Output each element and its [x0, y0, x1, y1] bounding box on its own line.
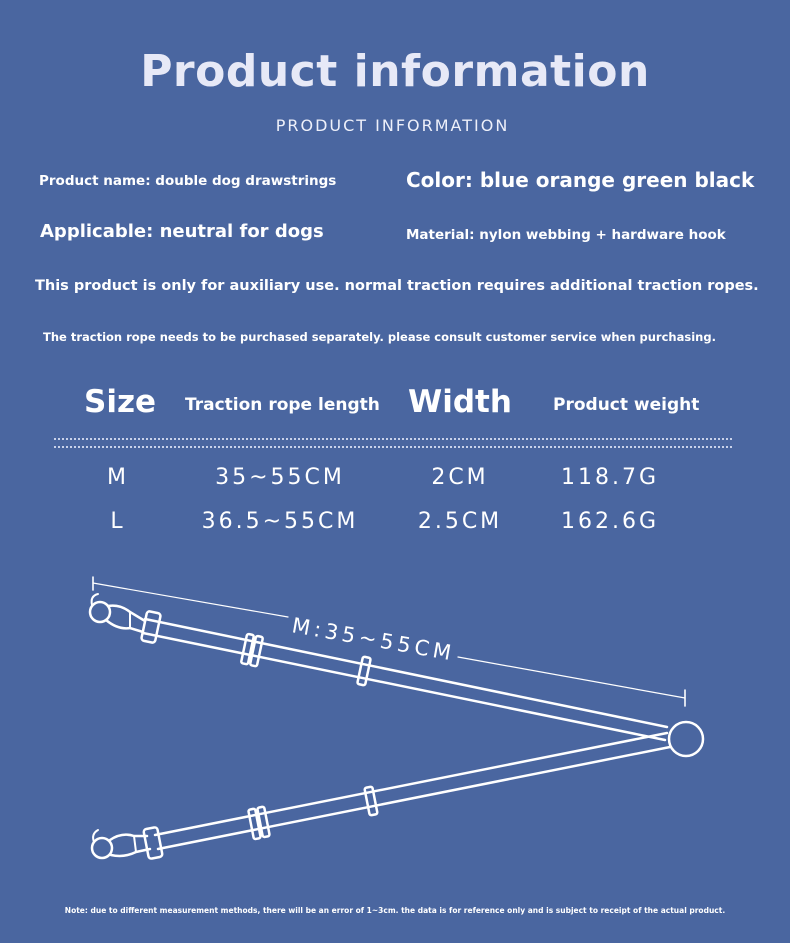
row-m-length: 35~55CM — [215, 465, 345, 490]
dimension-label: M:35~55CM — [290, 613, 457, 666]
row-m-size: M — [107, 465, 129, 490]
header-size: Size — [84, 384, 157, 420]
footnote: Note: due to different measurement methods, there will be an error of 1~3cm. the data is for reference only and is subject to receipt of the actual product. — [64, 906, 726, 915]
row-l-size: L — [110, 509, 126, 534]
product-applicable: Applicable: neutral for dogs — [40, 221, 324, 242]
upper-hook — [90, 594, 145, 632]
upper-strap — [141, 611, 667, 740]
row-m-width: 2CM — [431, 465, 489, 490]
header-weight: Product weight — [553, 395, 700, 415]
lower-strap — [143, 733, 670, 859]
o-ring — [669, 722, 703, 756]
page-title: Product information — [140, 46, 650, 97]
header-rope-length: Traction rope length — [185, 395, 380, 415]
product-name: Product name: double dog drawstrings — [39, 173, 337, 189]
row-l-weight: 162.6G — [560, 509, 660, 534]
row-m-weight: 118.7G — [560, 465, 660, 490]
dimension-line-left — [93, 583, 288, 617]
product-color: Color: blue orange green black — [406, 168, 755, 192]
row-l-length: 36.5~55CM — [201, 509, 359, 534]
header-width: Width — [408, 384, 512, 420]
purchase-note: The traction rope needs to be purchased separately. please consult customer service when purchasing. — [43, 330, 716, 344]
row-l-width: 2.5CM — [417, 509, 503, 534]
product-material: Material: nylon webbing + hardware hook — [406, 227, 726, 243]
lower-hook — [92, 830, 150, 858]
auxiliary-use-note: This product is only for auxiliary use. normal traction requires additional traction ropes. — [35, 278, 759, 294]
page-subtitle: PRODUCT INFORMATION — [275, 116, 510, 135]
